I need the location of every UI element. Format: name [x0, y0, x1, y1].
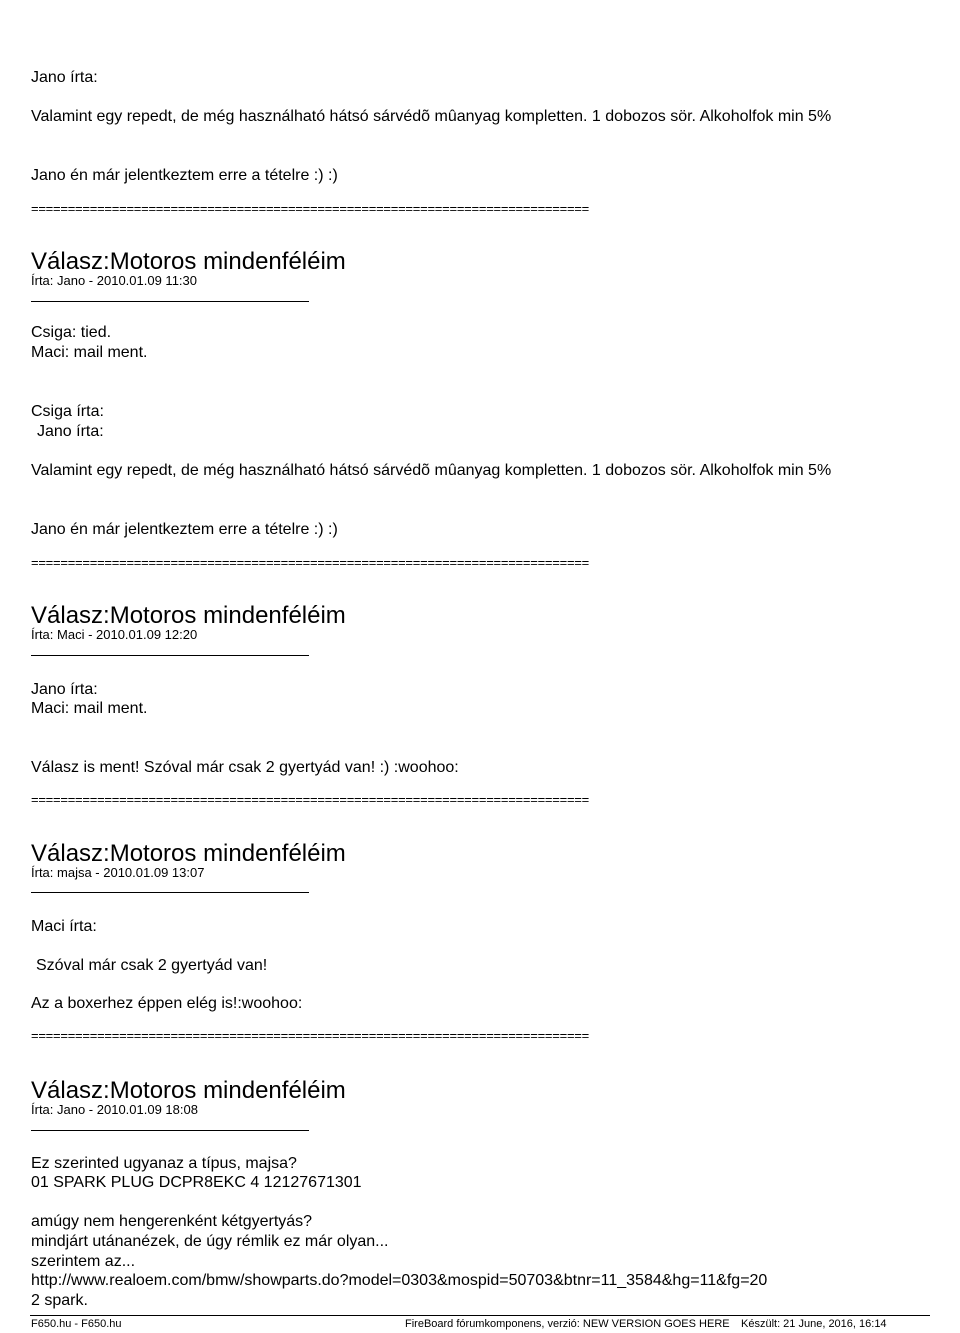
- post-text: 01 SPARK PLUG DCPR8EKC 4 12127671301: [31, 1174, 362, 1191]
- post-rule: [31, 655, 309, 656]
- post-meta: Írta: Jano - 2010.01.09 11:30: [31, 273, 197, 288]
- post-rule: [31, 892, 309, 893]
- nested-quote-author: Jano írta:: [37, 423, 104, 440]
- quote-text: Szóval már csak 2 gyertyád van!: [36, 957, 268, 974]
- post-title: Válasz:Motoros mindenféléim: [31, 248, 346, 275]
- separator: ============================================================================: [31, 1028, 589, 1043]
- post-meta: Írta: majsa - 2010.01.09 13:07: [31, 865, 205, 880]
- post-text: 2 spark.: [31, 1292, 88, 1309]
- post-rule: [31, 1130, 309, 1131]
- quote-text: Maci: mail ment.: [31, 700, 148, 717]
- quote-author: Jano írta:: [31, 681, 98, 698]
- post-rule: [31, 301, 309, 302]
- quote-text: Jano én már jelentkeztem erre a tételre :) :): [31, 167, 338, 184]
- post-title: Válasz:Motoros mindenféléim: [31, 840, 346, 867]
- post-meta: Írta: Jano - 2010.01.09 18:08: [31, 1102, 198, 1117]
- footer-site: F650.hu - F650.hu: [31, 1318, 122, 1330]
- footer-component: FireBoard fórumkomponens, verzió: NEW VERSION GOES HERE: [405, 1318, 730, 1330]
- post-text: Ez szerinted ugyanaz a típus, majsa?: [31, 1155, 297, 1172]
- post-text: Az a boxerhez éppen elég is!:woohoo:: [31, 995, 303, 1012]
- quote-text: Valamint egy repedt, de még használható hátsó sárvédõ mûanyag kompletten. 1 dobozos sör. Alkoholfok min 5%: [31, 108, 832, 125]
- post-text: Válasz is ment! Szóval már csak 2 gyertyád van! :) :woohoo:: [31, 759, 459, 776]
- quote-author: Jano írta:: [31, 69, 98, 86]
- quote-author: Csiga írta:: [31, 403, 104, 420]
- post-meta: Írta: Maci - 2010.01.09 12:20: [31, 627, 198, 642]
- post-text: Csiga: tied.: [31, 324, 112, 341]
- post-text: amúgy nem hengerenként kétgyertyás?: [31, 1213, 313, 1230]
- post-text: Maci: mail ment.: [31, 344, 148, 361]
- post-text: mindjárt utánanézek, de úgy rémlik ez már olyan...: [31, 1233, 389, 1250]
- post-title: Válasz:Motoros mindenféléim: [31, 1077, 346, 1104]
- quote-text: Jano én már jelentkeztem erre a tételre :) :): [31, 521, 338, 538]
- page-footer: [0, 1315, 960, 1332]
- quote-author: Maci írta:: [31, 918, 97, 935]
- separator: ============================================================================: [31, 555, 589, 570]
- post-link[interactable]: http://www.realoem.com/bmw/showparts.do?model=0303&mospid=50703&btnr=11_3584&hg=11&fg=20: [31, 1272, 768, 1289]
- footer-generated: Készült: 21 June, 2016, 16:14: [741, 1318, 887, 1330]
- post-title: Válasz:Motoros mindenféléim: [31, 602, 346, 629]
- quote-text: Valamint egy repedt, de még használható hátsó sárvédõ mûanyag kompletten. 1 dobozos sör. Alkoholfok min 5%: [31, 462, 832, 479]
- post-text: szerintem az...: [31, 1253, 136, 1270]
- separator: ============================================================================: [31, 201, 589, 216]
- separator: ============================================================================: [31, 792, 589, 807]
